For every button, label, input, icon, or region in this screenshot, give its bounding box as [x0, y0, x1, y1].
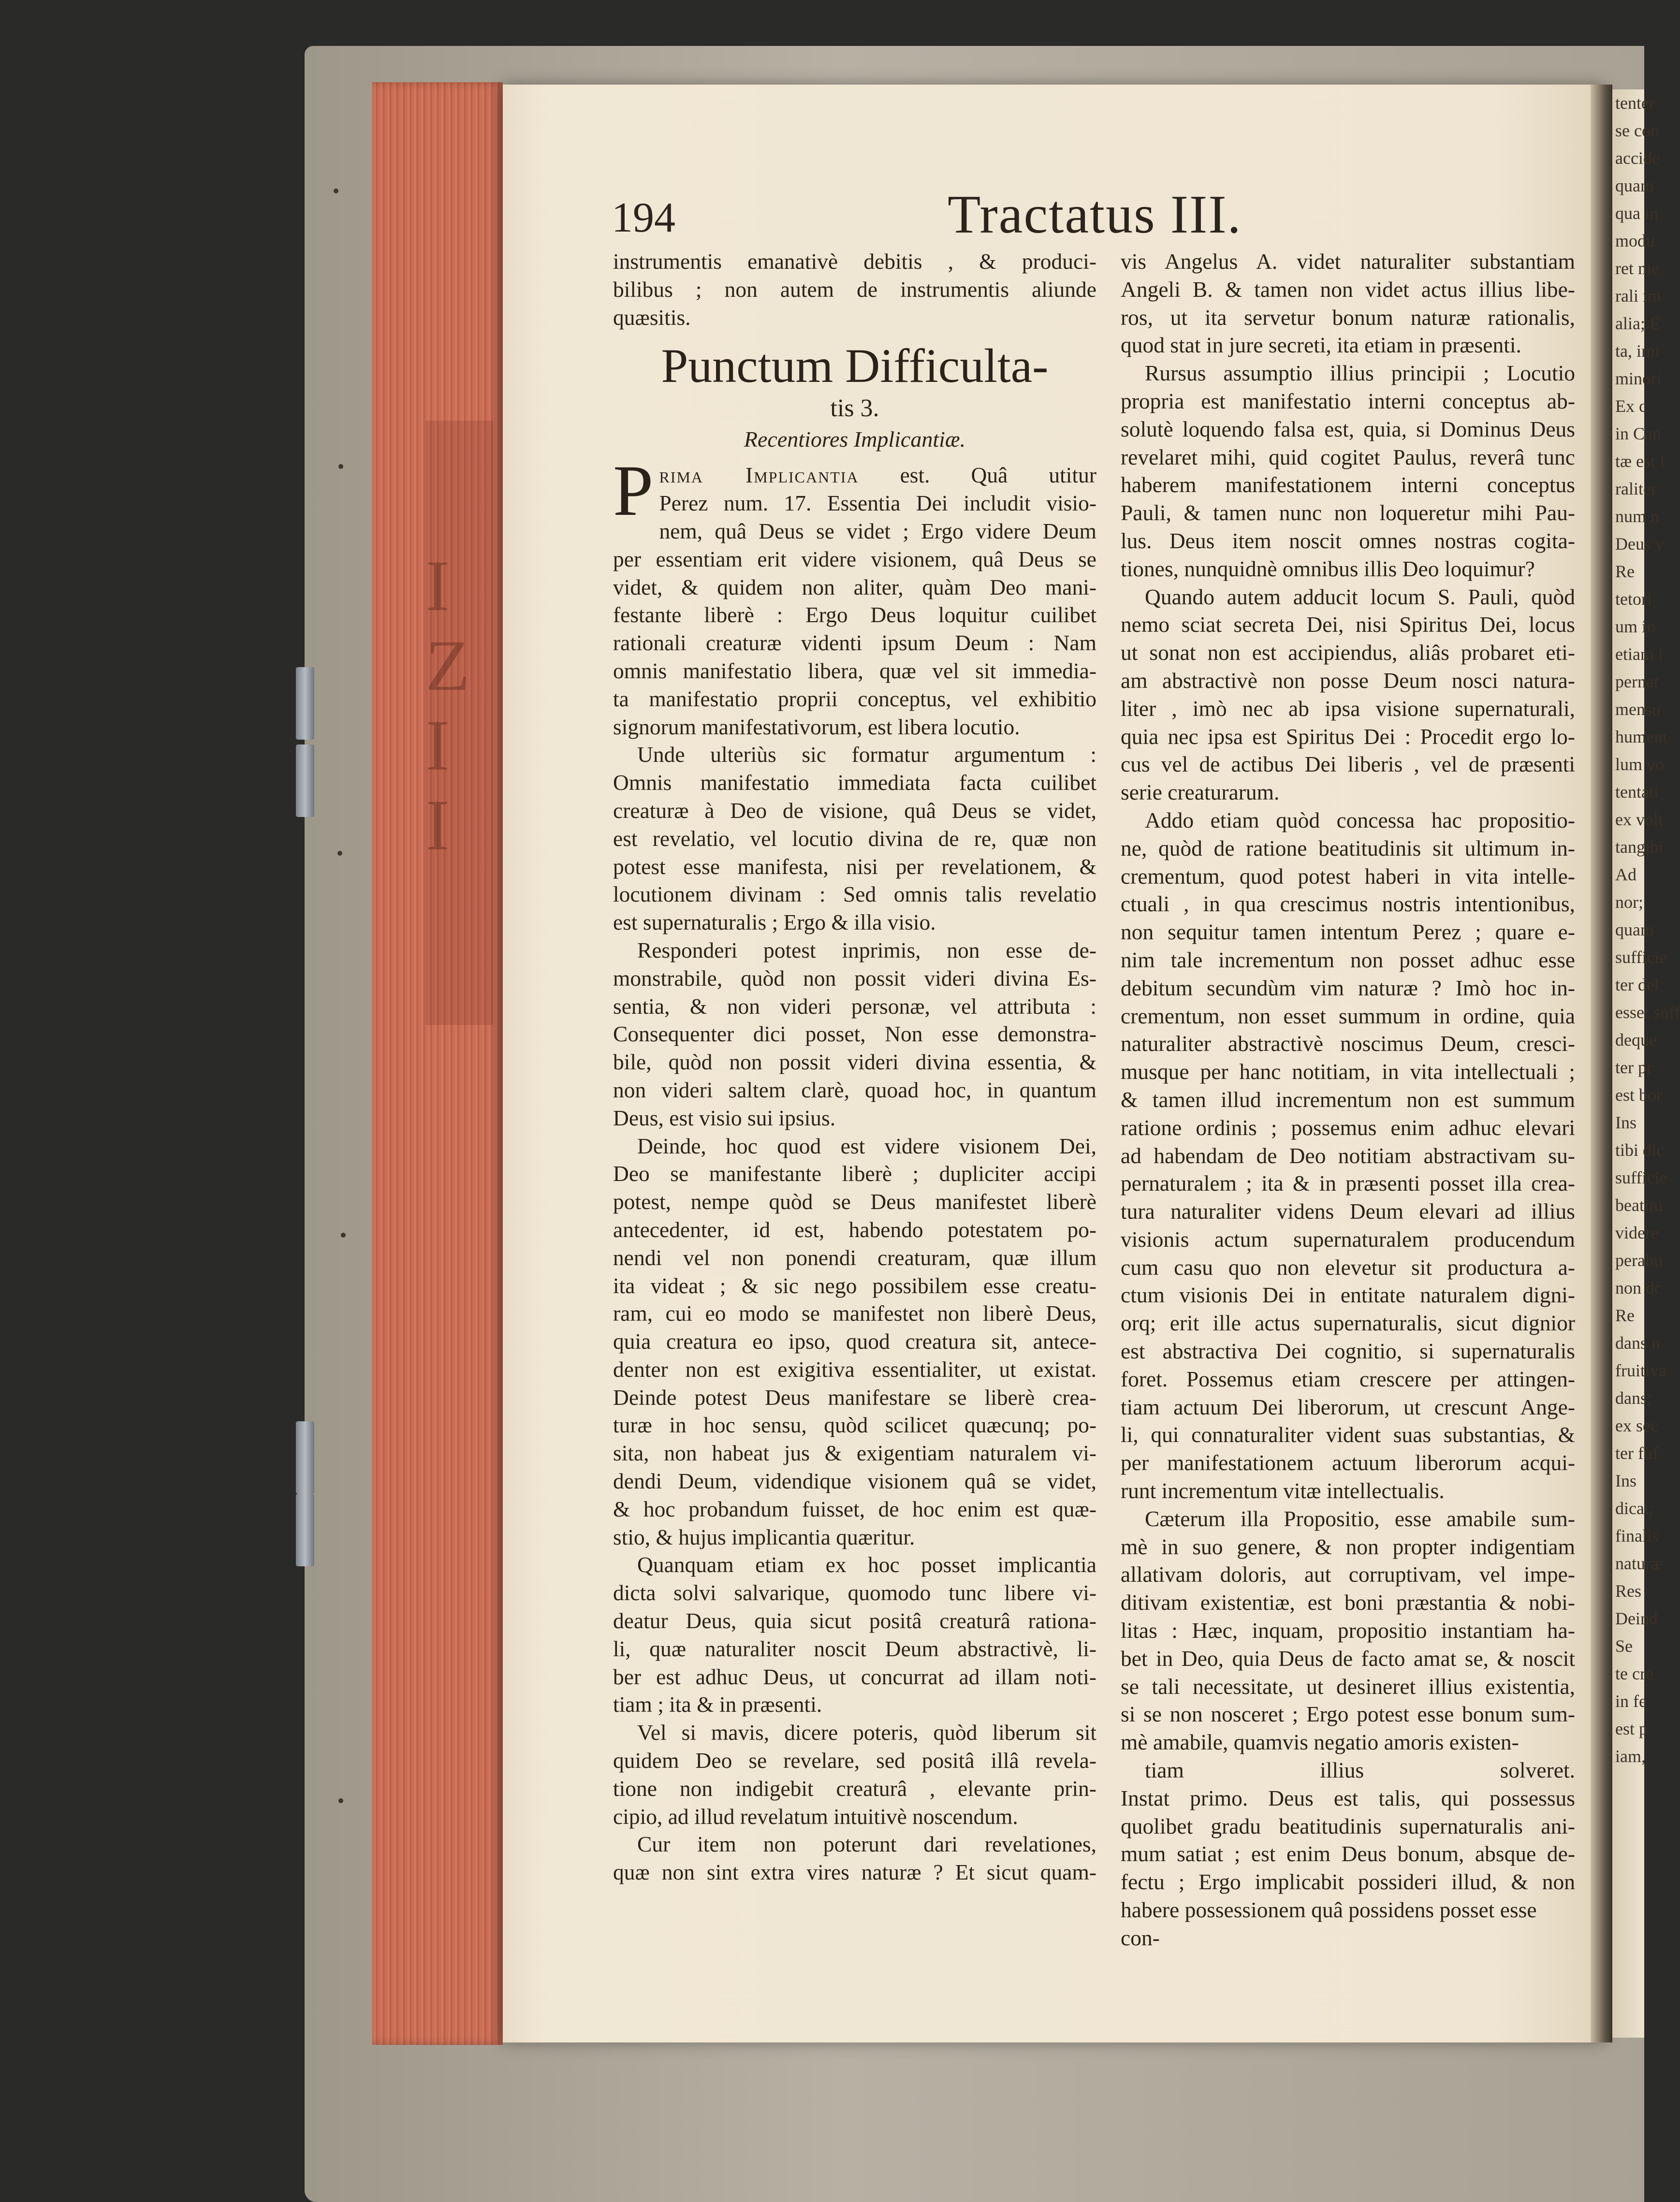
facing-page-fragment: hument	[1615, 727, 1667, 746]
text-line: crementum, quod potest haberi in vita intelle-	[1121, 863, 1575, 889]
text-line: Deus, est visio sui ipsius.	[613, 1105, 836, 1130]
facing-page-edge	[1612, 89, 1680, 2038]
text-line: cum casu quo non elevetur sit productura a-	[1121, 1254, 1575, 1280]
text-line: tione non indigebit creaturâ , elevante prin-	[613, 1776, 1096, 1801]
text-line: Deinde, hoc quod est videre visionem Dei,	[637, 1133, 1096, 1158]
text-line: turæ in hoc sensu, quòd scilicet quæcunq; po-	[613, 1413, 1096, 1438]
facing-page-fragment: sufficie	[1615, 948, 1667, 967]
text-line: videt, & quidem non aliter, quàm Deo mani-	[613, 574, 1096, 599]
text-line: tura naturaliter videns Deum elevari ad illius	[1121, 1199, 1575, 1224]
text-line: Quando autem adducit locum S. Pauli, quòd	[1145, 584, 1575, 609]
text-line: liter , imò nec ab ipsa visione supernaturali,	[1121, 696, 1575, 721]
text-line: rationali creaturæ videnti ipsum Deum : Nam	[613, 630, 1096, 656]
binding-hole	[334, 189, 338, 193]
right-body-text	[1121, 248, 1575, 1952]
facing-page-fragment: Ex c	[1615, 396, 1647, 416]
text-line: tiones, nunquidnè omnibus illis Deo loquimur?	[1121, 556, 1535, 581]
text-line: tiam actuum Dei liberorum, ut crescunt Ange-	[1121, 1394, 1575, 1419]
text-line: si se non nosceret ; Ergo potest esse bonum sum-	[1121, 1702, 1575, 1727]
text-line: cus vel de actibus Dei liberis , vel de præsenti	[1121, 752, 1575, 777]
facing-page-fragment: lum vo	[1615, 755, 1665, 774]
text-line: signorum manifestativorum, est libera locutio.	[613, 714, 1020, 739]
text-line: non sequitur tamen intentum Perez ; quare e-	[1121, 919, 1575, 945]
text-line: haberem manifestationem interni conceptus	[1121, 472, 1575, 497]
section-heading: Punctum Difficulta-	[661, 339, 1049, 393]
text-line: quidem Deo se revelare, sed positâ illâ revela-	[613, 1748, 1096, 1773]
facing-page-fragment: tetori	[1615, 589, 1652, 609]
lower-clasp	[296, 1421, 314, 1494]
facing-page-fragment: rali im	[1615, 286, 1661, 306]
facing-page-fragment: num n	[1615, 507, 1660, 526]
fore-edge-lettering	[425, 546, 470, 865]
text-line: ut sonat non est accipiendus, aliâs probaret eti-	[1121, 640, 1575, 665]
fore-edge-mark: I	[425, 705, 450, 786]
upper-clasp	[296, 667, 314, 740]
text-line: creaturæ à Deo de visione, quâ Deus se videt,	[613, 798, 1096, 823]
facing-page-fragment: te cre	[1615, 1664, 1653, 1683]
paragraph-opening-rest: est. Quâ utitur	[859, 463, 1096, 488]
text-line: Deo se manifestante liberè ; dupliciter accipi	[613, 1161, 1096, 1186]
text-line: locutionem divinam : Sed omnis talis revelatio	[613, 882, 1096, 907]
facing-page-fragment: ex sec	[1615, 1416, 1658, 1435]
text-line: bet in Deo, quia Deus de facto amat se, & noscit	[1121, 1646, 1575, 1671]
text-line: solutè loquendo falsa est, quia, si Dominus Deus	[1121, 416, 1575, 441]
fore-edge-mark: I	[425, 785, 450, 865]
text-line: Cur item non poterunt dari revelationes,	[637, 1832, 1096, 1857]
facing-page-fragment: Re	[1615, 562, 1635, 581]
text-line: mum satiat ; est enim Deus bonum, absque de-	[1121, 1841, 1575, 1867]
left-body-text	[613, 489, 1096, 1886]
text-line: nendi vel non ponendi creaturam, quæ illum	[613, 1245, 1096, 1270]
text-line: nim tale incrementum non posset adhuc esse	[1121, 947, 1575, 972]
text-line: tiam ; ita & in præsenti.	[613, 1692, 822, 1717]
text-line: ros, ut ita servetur bonum naturæ rationalis,	[1121, 305, 1575, 330]
facing-page-fragment: se con	[1615, 121, 1659, 140]
text-line: musque per hanc notitiam, in vita intellectuali ;	[1121, 1059, 1575, 1084]
text-line: mè amabile, quamvis negatio amoris existen-	[1121, 1730, 1519, 1755]
text-line: crementum, non esset summum in ordine, quia	[1121, 1003, 1575, 1028]
facing-page-fragment: Ins	[1615, 1113, 1636, 1132]
facing-page-fragment: Ins	[1615, 1471, 1636, 1490]
text-line: orq; erit ille actus supernaturalis, sicut dignior	[1121, 1311, 1575, 1336]
facing-page-fragment: modu	[1615, 231, 1655, 250]
text-line: bile, quòd non possit videri divina essentia, &	[613, 1050, 1096, 1075]
text-line: denter non est exigitiva essentialiter, ut existat.	[613, 1356, 1096, 1382]
text-line: Rursus assumptio illius principii ; Locutio	[1145, 361, 1575, 386]
facing-page-fragment: tangibi	[1615, 837, 1664, 857]
text-line: ctum visionis Dei in entitate naturalem digni-	[1121, 1283, 1575, 1308]
facing-page-fragment: ret me	[1615, 259, 1659, 278]
facing-page-fragment: minori	[1615, 369, 1662, 388]
facing-page-fragment: Deind	[1615, 1609, 1658, 1628]
text-line: visionis actum supernaturalem producendum	[1121, 1226, 1575, 1252]
facing-page-fragment: tentati	[1615, 782, 1659, 802]
text-line: Deinde potest Deus manifestare se liberè crea-	[613, 1385, 1096, 1410]
text-line: per manifestationem actuum liberorum acqui-	[1121, 1450, 1575, 1475]
text-line: ditivam existentiæ, est boni præstantia & nobi-	[1121, 1590, 1575, 1615]
text-line: dendi Deum, videndique visionem quâ se videt,	[613, 1469, 1096, 1494]
text-line: ratione ordinis ; possemus enim adhuc elevari	[1121, 1115, 1575, 1140]
text-line: ad habendam de Deo notitiam abstractivam su-	[1121, 1143, 1575, 1168]
text-line: Pauli, & tamen nunc non loqueretur mihi Pau-	[1121, 500, 1575, 525]
text-line: serie creaturarum.	[1121, 780, 1280, 805]
fore-edge-mark: I	[425, 546, 450, 626]
text-line: debitum secundùm vim naturæ ? Imò hoc in-	[1121, 975, 1575, 1000]
text-line: mè in suo genere, & non propter indigentiam	[1121, 1534, 1575, 1559]
facing-page-fragment: dans n	[1615, 1333, 1660, 1353]
text-line: li, qui connaturaliter vident suas substantias, &	[1121, 1422, 1575, 1447]
facing-page-fragment: iam,	[1615, 1747, 1646, 1766]
binding-hole	[338, 1798, 343, 1803]
facing-page-fragment: tæ est f	[1615, 452, 1665, 471]
facing-page-fragment: ter fuf	[1615, 1444, 1658, 1463]
paragraph-opening-smallcaps: rima Implicantia	[659, 463, 859, 488]
facing-page-fragment: ex volt	[1615, 810, 1663, 829]
text-line: antecedenter, id est, habendo potestatem po-	[613, 1217, 1096, 1242]
running-title: Tractatus III.	[948, 185, 1242, 245]
text-line: lus. Deus item noscit omnes nostras cogita-	[1121, 528, 1575, 553]
text-line: per essentiam erit videre visionem, quâ Deus se	[613, 546, 1096, 571]
text-line: tiam illius solveret.	[1145, 1758, 1575, 1783]
right-column	[1121, 248, 1575, 1952]
text-line: omnis manifestatio libera, quæ vel sit immedia-	[613, 658, 1096, 683]
text-line: monstrabile, quòd non possit videri divina Es-	[613, 965, 1096, 991]
facing-page-fragment: nor;	[1615, 892, 1643, 912]
facing-page-fragment: in fe	[1615, 1692, 1647, 1711]
section-heading-number: tis 3.	[830, 394, 879, 423]
facing-page-fragment: tenter	[1615, 93, 1655, 113]
text-line: revelaret mihi, quid cogitet Paulus, reverâ tunc	[1121, 444, 1575, 469]
facing-page-fragment: videre	[1615, 1223, 1659, 1242]
text-line: dicta solvi salvarique, quomodo tunc libere vi-	[613, 1580, 1096, 1605]
facing-page-fragment: quam	[1615, 176, 1654, 195]
text-line: ita videat ; & sic nego possibilem esse creatu-	[613, 1273, 1096, 1298]
facing-page-fragment: Res	[1615, 1581, 1641, 1601]
facing-page-fragment: ta, imi	[1615, 341, 1660, 361]
text-line: Addo etiam quòd concessa hac propositio-	[1145, 807, 1575, 832]
text-line: fectu ; Ergo implicabit possideri illud, & non	[1121, 1869, 1575, 1895]
text-line: propria est manifestatio interni conceptus ab-	[1121, 388, 1575, 413]
text-line: nemo sciat secreta Dei, nisi Spiritus Dei, locus	[1121, 612, 1575, 637]
facing-page-fragment: pernat	[1615, 672, 1659, 691]
text-line: vis Angelus A. videt naturaliter substantiam	[1121, 249, 1575, 274]
text-line: ram, cui eo modo se manifestet non liberè Deus,	[613, 1301, 1096, 1326]
text-line: se tali necessitate, ut desineret illius existentia,	[1121, 1674, 1575, 1699]
text-line: am abstractivè non posse Deum nosci natura-	[1121, 668, 1575, 693]
facing-page-fragment: Se	[1615, 1636, 1633, 1656]
text-line: foret. Possemus etiam crescere per attingen-	[1121, 1366, 1575, 1391]
text-line: Consequenter dici posset, Non esse demonstra-	[613, 1021, 1096, 1047]
facing-page-fragment: naturæ	[1615, 1554, 1663, 1573]
text-line: quæsitis.	[613, 305, 691, 330]
lower-clasp-2	[296, 1494, 314, 1566]
fore-edge-mark: Z	[425, 626, 470, 706]
text-line: Instat primo. Deus est talis, qui possessus	[1121, 1785, 1575, 1810]
page-gutter	[1591, 85, 1612, 2042]
facing-page-fragment: dicat;	[1615, 1499, 1654, 1518]
text-line: instrumentis emanativè debitis , & produci-	[613, 249, 1096, 274]
text-line: li, quæ naturaliter noscit Deum abstractivè, li-	[613, 1636, 1096, 1661]
drop-cap: P	[613, 451, 654, 531]
facing-page-fragment: dans;	[1615, 1388, 1652, 1408]
facing-page-fragment: fruitiva	[1615, 1361, 1666, 1380]
text-line: non videri saltem clarè, quoad hoc, in quantum	[613, 1077, 1096, 1102]
text-line: nem, quâ Deus se videt ; Ergo videre Deum	[659, 518, 1096, 543]
text-line: Angeli B. & tamen non videt actus illius libe-	[1121, 277, 1575, 302]
facing-page-fragment: Ad	[1615, 865, 1636, 884]
text-line: ta manifestatio proprii conceptus, vel exhibitio	[613, 686, 1096, 711]
facing-page-fragment: accide	[1615, 148, 1660, 168]
text-line: stio, & hujus implicantia quæritur.	[613, 1524, 915, 1549]
text-line: quia creatura eo ipso, quod creatura sit, antece-	[613, 1329, 1096, 1354]
text-line: potest esse manifesta, nisi per revelationem, &	[613, 854, 1096, 879]
intro-paragraph	[613, 248, 1096, 331]
first-paragraph	[613, 451, 1096, 1886]
text-line: con-	[1121, 1925, 1160, 1950]
text-line: ber est adhuc Deus, ut concurrat ad illam noti-	[613, 1664, 1096, 1689]
facing-page-fragment: ter pr	[1615, 1058, 1652, 1077]
text-line: Cæterum illa Propositio, esse amabile sum-	[1145, 1506, 1575, 1531]
page-number: 194	[612, 194, 675, 241]
text-line: ctuali , in qua crescimus nostris intentionibus,	[1121, 891, 1575, 917]
text-line: potest, nempe quòd se Deus manifestet liberè	[613, 1189, 1096, 1214]
facing-page-fragment: etiam i	[1615, 644, 1663, 664]
facing-page-fragment: qua in	[1615, 204, 1658, 223]
page-fore-edge	[372, 82, 503, 2045]
text-line: cipio, ad illud revelatum intuitivè noscendum.	[613, 1804, 1018, 1829]
text-line: sentia, & non videri personæ, vel attributa :	[613, 993, 1096, 1019]
section-subtitle: Recentiores Implicantiæ.	[744, 427, 966, 452]
text-line: pernaturalem ; ita & in præsenti posset illa crea-	[1121, 1171, 1575, 1196]
text-line: & hoc probandum fuisset, de hoc enim est quæ-	[613, 1496, 1096, 1521]
binding-hole	[338, 464, 343, 469]
text-line: naturaliter abstractivè noscimus Deum, cresci-	[1121, 1031, 1575, 1056]
text-line: quia nec ipsa est Spiritus Dei : Procedit ergo lo-	[1121, 724, 1575, 749]
text-line: quod stat in jure secreti, ita etiam in præsenti.	[1121, 333, 1521, 358]
facing-page-fragment: est bor	[1615, 1085, 1662, 1105]
text-line: festante liberè : Ergo Deus loquitur cuilibet	[613, 602, 1096, 627]
text-line: litas : Hæc, inquam, propositio instantiam ha-	[1121, 1618, 1575, 1643]
text-line: allativam doloris, aut corruptivam, vel impe-	[1121, 1562, 1575, 1587]
facing-page-fragment: quam	[1615, 920, 1654, 939]
text-line: runt incrementum vitæ intellectualis.	[1121, 1478, 1445, 1503]
text-line: Unde ulteriùs sic formatur argumentum :	[637, 742, 1096, 767]
text-line: Omnis manifestatio immediata facta cuilibet	[613, 770, 1096, 795]
text-line: Quanquam etiam ex hoc posset implicantia	[637, 1552, 1096, 1577]
facing-page-fragment: est p	[1615, 1719, 1648, 1738]
facing-page-fragment: in Can	[1615, 424, 1661, 443]
facing-page-fragment: non dc	[1615, 1278, 1662, 1298]
facing-page-fragment: Re	[1615, 1306, 1635, 1325]
text-line: est supernaturalis ; Ergo & illa visio.	[613, 910, 936, 935]
facing-page-fragment: esset suff	[1615, 1003, 1680, 1022]
text-line: Perez num. 17. Essentia Dei includit visio-	[659, 491, 1096, 516]
facing-page-fragment: ter del	[1615, 975, 1659, 994]
text-line: est abstractiva Dei cognitio, si supernaturalis	[1121, 1339, 1575, 1364]
text-line: quæ non sint extra vires naturæ ? Et sicut quam-	[613, 1860, 1096, 1885]
facing-page-fragment: raliter	[1615, 479, 1657, 498]
binding-hole	[337, 851, 342, 856]
facing-page-fragment: tibi dic	[1615, 1140, 1664, 1160]
binding-hole	[341, 1233, 346, 1238]
facing-page-fragment: finalis	[1615, 1526, 1659, 1546]
facing-page-fragment: mensu	[1615, 700, 1661, 719]
facing-page-fragment: perabu	[1615, 1251, 1663, 1270]
text-line: Responderi potest inprimis, non esse de-	[637, 937, 1096, 962]
facing-page-fragment: alia; E	[1615, 314, 1660, 333]
text-line: quolibet gradu beatitudinis supernaturalis ani-	[1121, 1813, 1575, 1838]
text-line: ne, quòd de ratione beatitudinis sit ultimum in-	[1121, 835, 1575, 860]
facing-page-fragment: um in	[1615, 617, 1656, 636]
text-line: bilibus ; non autem de instrumentis aliunde	[613, 277, 1096, 302]
text-line: deatur Deus, quia sicut positâ creaturâ rationa-	[613, 1608, 1096, 1633]
facing-page-fragment: sufficie	[1615, 1168, 1667, 1187]
facing-page-fragment: Deus v	[1615, 534, 1664, 554]
left-column	[613, 248, 1096, 1886]
facing-page-fragment: deque	[1615, 1030, 1657, 1050]
text-line: sita, non habeat jus & exigentiam naturalem vi-	[613, 1441, 1096, 1466]
text-line: est revelatio, vel locutio divina de re, quæ non	[613, 826, 1096, 851]
text-line: Vel si mavis, dicere poteris, quòd liberum sit	[637, 1720, 1096, 1745]
upper-clasp-2	[296, 744, 314, 817]
facing-page-fragment: beatitu	[1615, 1196, 1663, 1215]
text-line: habere possessionem quâ possidens posset esse	[1121, 1897, 1537, 1923]
text-line: & tamen illud incrementum non est summum	[1121, 1087, 1575, 1112]
